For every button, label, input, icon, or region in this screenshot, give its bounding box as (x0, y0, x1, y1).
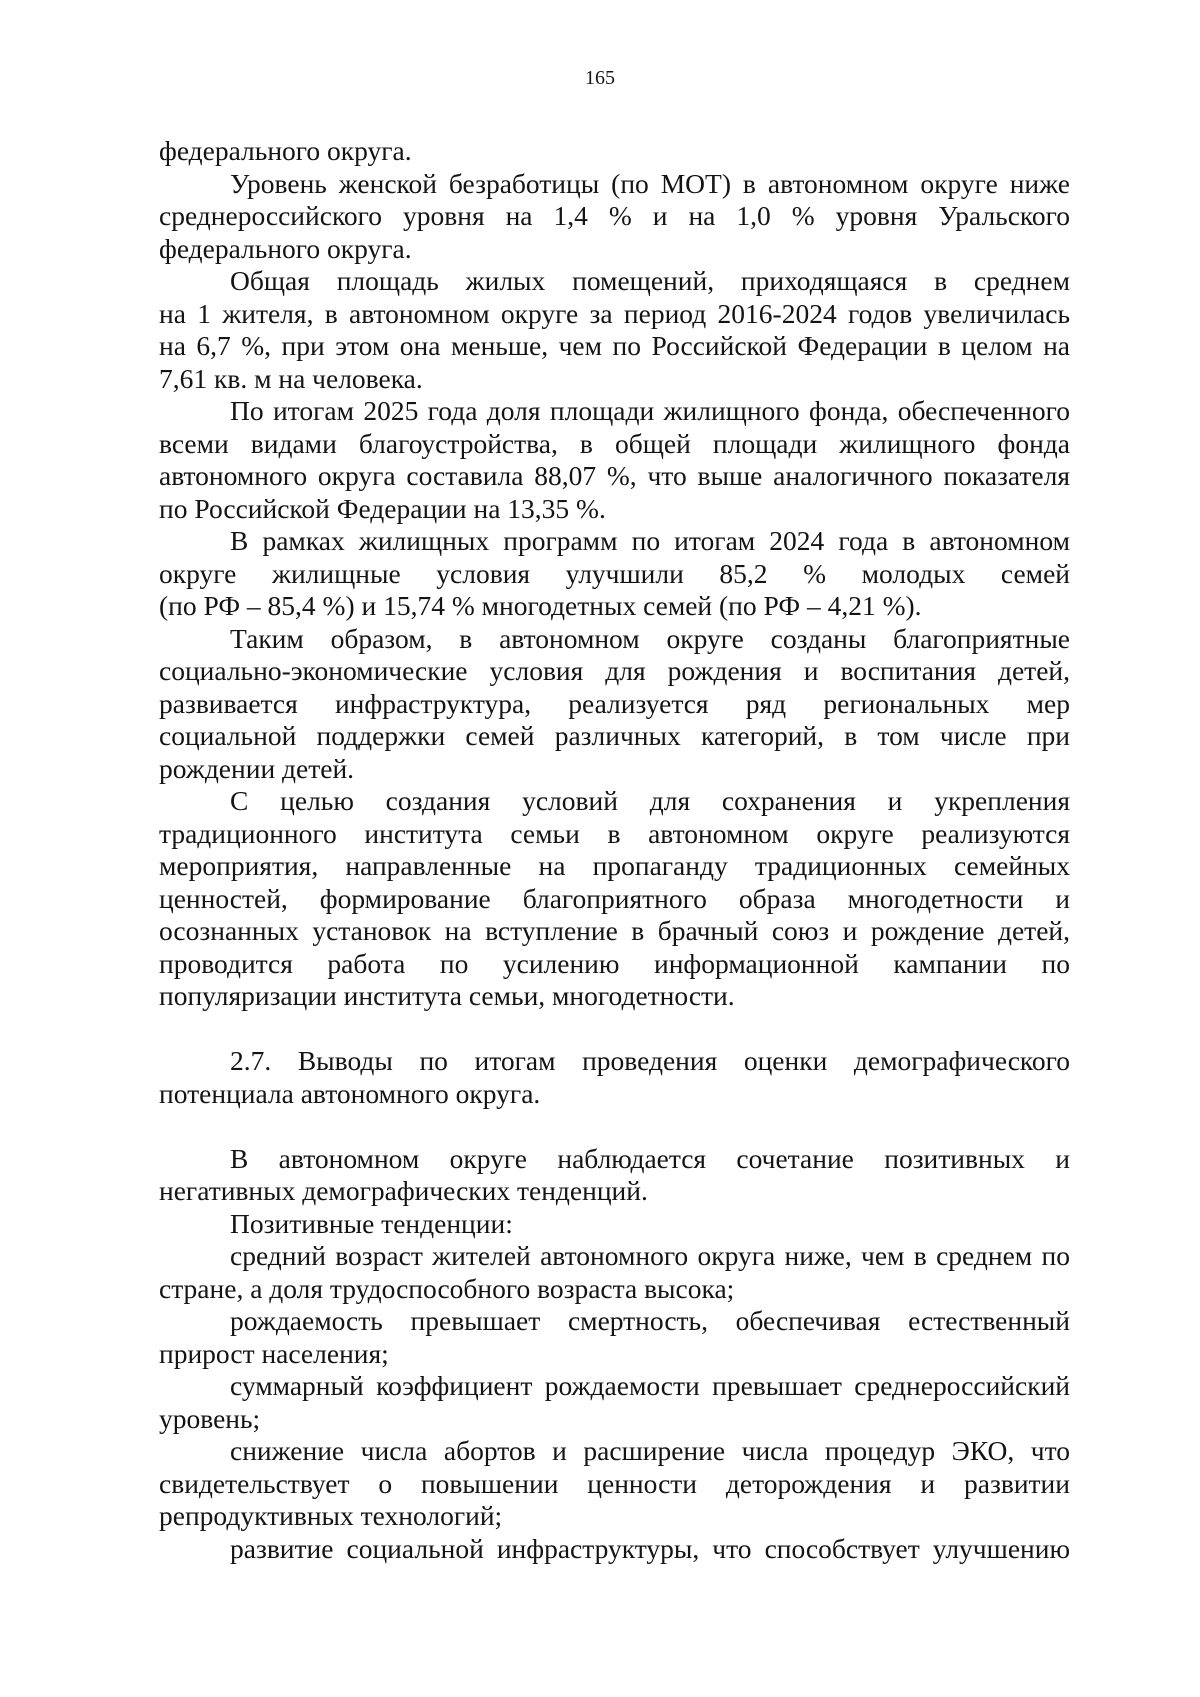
text-line: свидетельствует о повышении ценности деторождения и развитии (159, 1467, 1070, 1499)
text-line: мероприятия, направленные на пропаганду традиционных семейных (159, 850, 1070, 881)
text-line: В рамках жилищных программ по итогам 2024 года в автономном (230, 525, 1070, 556)
text-line: развитие социальной инфраструктуры, что способствует улучшению (230, 1532, 1070, 1564)
text-line: репродуктивных технологий; (159, 1500, 503, 1531)
list-item-abortions-ivf (159, 1435, 1070, 1533)
text-line: Уровень женской безработицы (по МОТ) в автономном округе ниже (230, 167, 1070, 199)
text-line: рождаемость превышает смертность, обеспечивая естественный (230, 1305, 1070, 1336)
blank-line (159, 1110, 1070, 1143)
blank-line (159, 1013, 1070, 1046)
page-number: 165 (585, 67, 615, 89)
text-line: суммарный коэффициент рождаемости превышает среднероссийский (230, 1370, 1070, 1401)
text-line: социально-экономические условия для рождения и воспитания детей, (159, 655, 1070, 686)
text-line: федерального округа. (159, 232, 412, 264)
text-line: традиционного института семьи в автономном округе реализуются (159, 817, 1070, 849)
list-item-social-infrastructure (159, 1533, 1070, 1566)
list-item-fertility-rate (159, 1370, 1070, 1435)
paragraph-housing-programs (159, 525, 1070, 623)
text-line: ценностей, формирование благоприятного образа многодетности и (159, 882, 1070, 914)
text-line: 7,61 кв. м на человека. (159, 362, 423, 394)
text-line: Общая площадь жилых помещений, приходящаяся в среднем (230, 265, 1070, 296)
list-item-birth-rate (159, 1305, 1070, 1370)
text-line: рождении детей. (159, 752, 355, 784)
text-line: средний возраст жителей автономного округа ниже, чем в среднем по (230, 1240, 1070, 1271)
text-line: популяризации института семьи, многодетности. (159, 980, 735, 1011)
text-line: на 6,7 %, при этом она меньше, чем по Российской Федерации в целом на (159, 330, 1070, 361)
list-item-average-age (159, 1240, 1070, 1305)
paragraph-family-institution (159, 785, 1070, 1013)
paragraph-female-unemployment (159, 168, 1070, 266)
text-line: проводится работа по усилению информационной кампании по (159, 947, 1070, 979)
text-line: стране, а доля трудоспособного возраста высока; (159, 1272, 735, 1304)
paragraph-positive-trends-label (159, 1208, 1070, 1241)
text-line: Таким образом, в автономном округе созданы благоприятные (230, 622, 1070, 654)
paragraph-favorable-conditions (159, 623, 1070, 786)
text-line: среднероссийского уровня на 1,4 % и на 1,0 % уровня Уральского (159, 200, 1070, 231)
text-line: автономного округа составила 88,07 %, что выше аналогичного показателя (159, 460, 1070, 491)
document-body (159, 135, 1070, 1565)
text-line: социальной поддержки семей различных категорий, в том числе при (159, 720, 1070, 751)
text-line: По итогам 2025 года доля площади жилищного фонда, обеспеченного (230, 395, 1070, 426)
text-line: С целью создания условий для сохранения и укрепления (230, 785, 1070, 816)
paragraph-trends-intro (159, 1143, 1070, 1208)
text-line: уровень; (159, 1402, 261, 1434)
text-line: Позитивные тенденции: (230, 1207, 513, 1239)
text-line: 2.7. Выводы по итогам проведения оценки демографического (230, 1045, 1070, 1076)
section-heading-2-7 (159, 1045, 1070, 1110)
paragraph-living-space (159, 265, 1070, 395)
text-line: негативных демографических тенденций. (159, 1175, 648, 1206)
text-line: округе жилищные условия улучшили 85,2 % молодых семей (159, 557, 1070, 589)
text-line: на 1 жителя, в автономном округе за период 2016-2024 годов увеличилась (159, 297, 1070, 329)
text-line: всеми видами благоустройства, в общей площади жилищного фонда (159, 427, 1070, 459)
text-line: по Российской Федерации на 13,35 %. (159, 492, 606, 524)
paragraph-okrug-end (159, 135, 1070, 168)
text-line: развивается инфраструктура, реализуется ряд региональных мер (159, 687, 1070, 719)
text-line: В автономном округе наблюдается сочетание позитивных и (230, 1142, 1070, 1174)
text-line: федерального округа. (159, 135, 412, 166)
text-line: осознанных установок на вступление в брачный союз и рождение детей, (159, 915, 1070, 946)
text-line: (по РФ – 85,4 %) и 15,74 % многодетных семей (по РФ – 4,21 %). (159, 590, 922, 621)
paragraph-housing-amenities (159, 395, 1070, 525)
text-line: снижение числа абортов и расширение числа процедур ЭКО, что (230, 1435, 1070, 1466)
text-line: прирост населения; (159, 1337, 389, 1369)
text-line: потенциала автономного округа. (159, 1077, 541, 1109)
